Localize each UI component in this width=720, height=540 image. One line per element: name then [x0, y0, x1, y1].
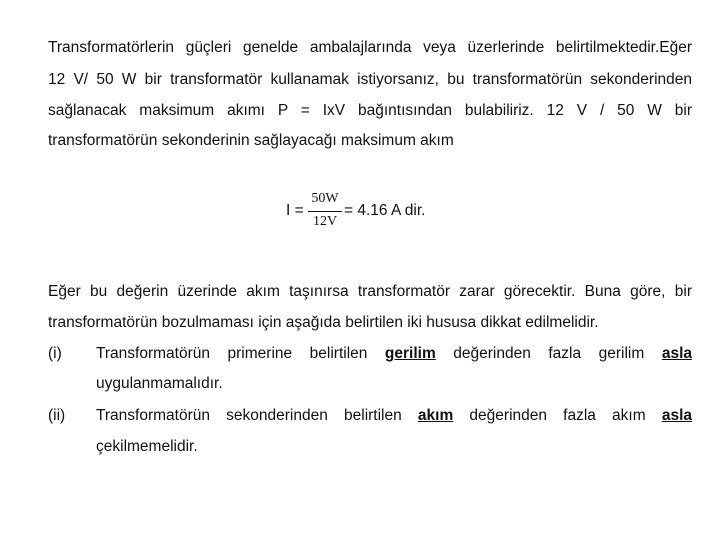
- item-2-text-before: Transformatörün sekonderinden belirtilen: [96, 407, 402, 424]
- current-formula: [286, 190, 446, 234]
- formula-denominator: 12V: [312, 214, 338, 229]
- item-2-emphasis-akim: akım: [417, 407, 454, 424]
- item-2-line-1: [96, 406, 692, 426]
- paragraph2-line-2: transformatörün bozulmaması için aşağıda belirtilen iki hususa dikkat edilmelidir.: [48, 314, 599, 331]
- paragraph1-line-4: transformatörün sekonderinin sağlayacağı maksimum akım: [48, 132, 454, 149]
- item-1-marker: (i): [48, 345, 62, 362]
- item-1-text-middle: değerinden fazla gerilim: [453, 345, 645, 362]
- item-1-text-before: Transformatörün primerine belirtilen: [96, 345, 368, 362]
- paragraph1-line-3: sağlanacak maksimum akımı P = IxV bağıntısından bulabiliriz. 12 V / 50 W bir: [48, 102, 692, 119]
- paragraph2-line-1: Eğer bu değerin üzerinde akım taşınırsa transformatör zarar görecektir. Buna göre, bir: [48, 283, 692, 300]
- item-2-text-middle: değerinden fazla akım: [469, 407, 646, 424]
- item-1-line-1: [96, 344, 692, 364]
- paragraph1-line-2: 12 V/ 50 W bir transformatör kullanamak istiyorsanız, bu transformatörün sekonderinden: [48, 71, 692, 88]
- formula-numerator: 50W: [311, 191, 339, 206]
- item-1-emphasis-asla: asla: [661, 345, 692, 362]
- item-2-emphasis-asla: asla: [661, 407, 692, 424]
- formula-fraction: [308, 190, 342, 232]
- item-2-line-2: çekilmemelidir.: [96, 438, 198, 455]
- fraction-bar: [308, 211, 342, 212]
- formula-rhs: = 4.16 A dir.: [344, 202, 426, 219]
- item-2-marker: (ii): [48, 407, 66, 424]
- item-1-line-2: uygulanmamalıdır.: [96, 375, 223, 392]
- item-1-emphasis-gerilim: gerilim: [384, 345, 436, 362]
- formula-lhs: I =: [286, 202, 304, 219]
- paragraph1-line-1: Transformatörlerin güçleri genelde ambalajlarında veya üzerlerinde belirtilmektedir.Eğer: [48, 39, 692, 56]
